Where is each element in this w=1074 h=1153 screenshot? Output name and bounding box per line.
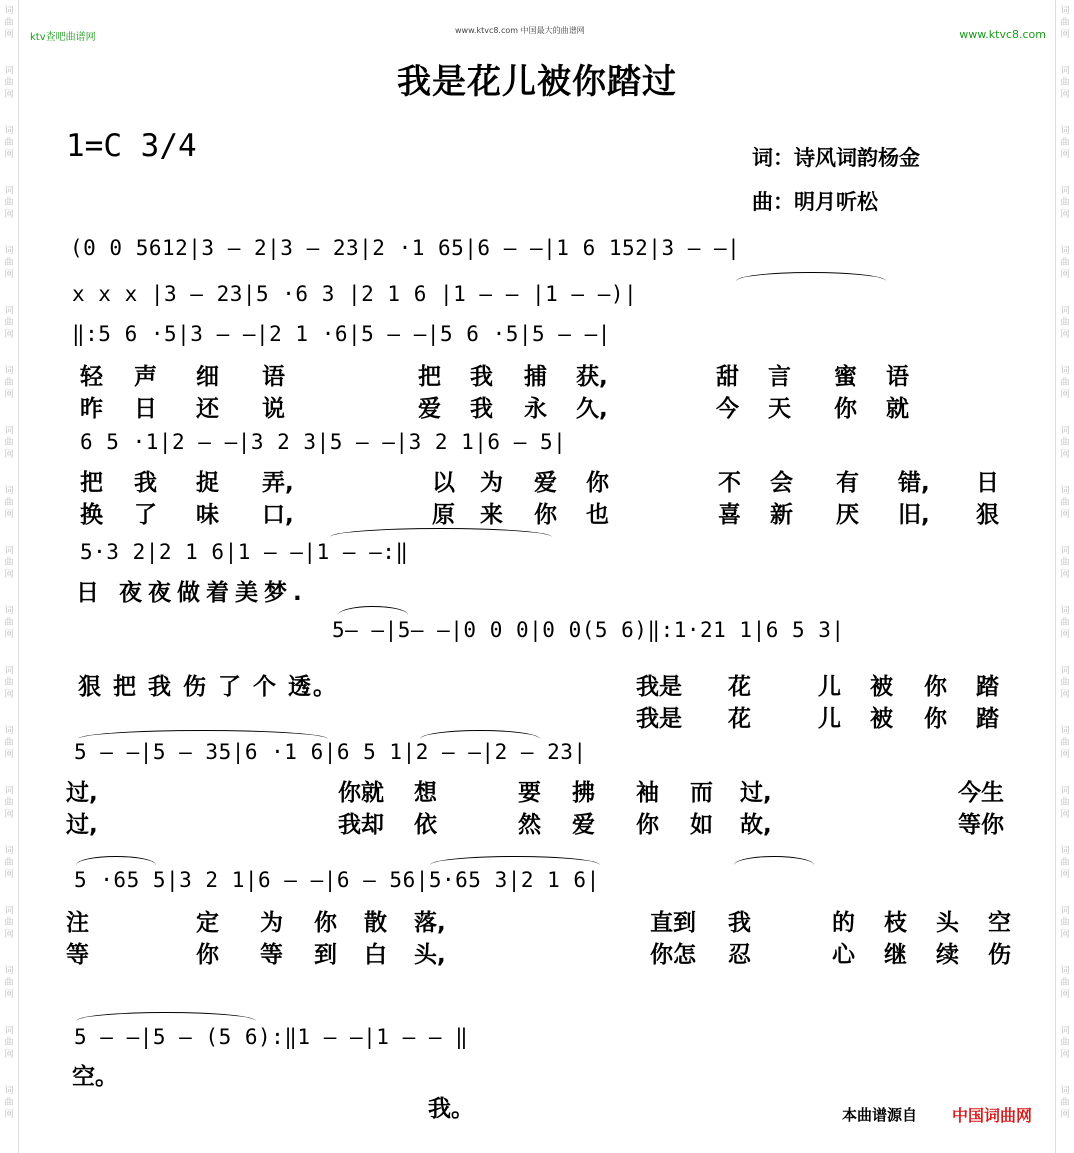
lyric-syllable: 细 [196, 364, 219, 390]
watermark-glyph: 词 [1060, 666, 1070, 676]
watermark-glyph: 词 [1060, 606, 1070, 616]
watermark-glyph: 曲 [1060, 1098, 1070, 1108]
watermark-glyph: 曲 [1060, 558, 1070, 568]
slur-arc [736, 272, 886, 281]
watermark-glyph: 网 [4, 1110, 14, 1120]
watermark-glyph: 网 [4, 690, 14, 700]
lyric-syllable: 错, [898, 470, 930, 496]
lyric-syllable: 你 [636, 812, 659, 838]
watermark-glyph: 曲 [1060, 318, 1070, 328]
watermark-glyph: 词 [4, 666, 14, 676]
watermark-glyph: 词 [1060, 786, 1070, 796]
lyric-syllable: 爱 [572, 812, 595, 838]
watermark-glyph: 曲 [1060, 798, 1070, 808]
footer-source-label: 本曲谱源自 [842, 1106, 918, 1124]
header-site-name: ktv查吧曲谱网 [30, 32, 96, 43]
lyric-syllable: 了 [134, 502, 157, 528]
lyric-syllable: 花 [728, 674, 751, 700]
lyric-row-3: 日 夜夜做着美梦. [76, 580, 308, 606]
watermark-glyph: 词 [4, 966, 14, 976]
watermark-glyph: 词 [1060, 306, 1070, 316]
watermark-glyph: 曲 [4, 738, 14, 748]
lyric-syllable: 今生 [958, 780, 1004, 806]
lyric-syllable: 弄, [262, 470, 294, 496]
watermark-glyph: 词 [4, 786, 14, 796]
watermark-glyph: 网 [1060, 870, 1070, 880]
lyric-syllable: 你怎 [650, 942, 696, 968]
composer-credit: 曲：明月听松 [752, 190, 878, 214]
watermark-glyph: 网 [1060, 1050, 1070, 1060]
watermark-glyph: 曲 [1060, 1038, 1070, 1048]
watermark-glyph: 词 [4, 6, 14, 16]
lyric-syllable: 你 [534, 502, 557, 528]
watermark-glyph: 曲 [1060, 378, 1070, 388]
watermark-glyph: 曲 [1060, 78, 1070, 88]
watermark-glyph: 网 [1060, 630, 1070, 640]
watermark-glyph: 网 [4, 30, 14, 40]
watermark-glyph: 网 [4, 810, 14, 820]
watermark-glyph: 词 [4, 66, 14, 76]
watermark-glyph: 网 [1060, 90, 1070, 100]
watermark-glyph: 网 [1060, 810, 1070, 820]
notation-line-5: 5·3 2|2 1 6|1 – –|1 – –:‖ [80, 540, 409, 564]
watermark-glyph: 词 [4, 306, 14, 316]
watermark-glyph: 曲 [1060, 258, 1070, 268]
watermark-glyph: 曲 [4, 318, 14, 328]
lyric-syllable: 我却 [338, 812, 384, 838]
lyric-syllable: 过, [66, 812, 98, 838]
lyric-syllable: 头 [936, 910, 959, 936]
lyric-syllable: 拂 [572, 780, 595, 806]
lyric-syllable: 久, [576, 396, 608, 422]
watermark-glyph: 曲 [1060, 738, 1070, 748]
lyric-syllable: 语 [886, 364, 909, 390]
lyric-syllable: 言 [768, 364, 791, 390]
watermark-glyph: 词 [1060, 486, 1070, 496]
notation-line-7: 5 – –|5 – 35|6 ·1 6|6 5 1|2 – –|2 – 23| [74, 740, 587, 764]
lyric-syllable: 还 [196, 396, 219, 422]
lyric-syllable: 落, [414, 910, 446, 936]
watermark-glyph: 词 [1060, 6, 1070, 16]
watermark-glyph: 曲 [4, 438, 14, 448]
lyric-syllable: 日 [976, 470, 999, 496]
lyric-syllable: 旧, [898, 502, 930, 528]
song-title: 我是花儿被你踏过 [397, 62, 677, 102]
slur-arc [338, 606, 408, 615]
lyric-syllable: 头, [414, 942, 446, 968]
lyric-syllable: 日 [134, 396, 157, 422]
lyric-syllable: 袖 [636, 780, 659, 806]
lyric-syllable: 天 [768, 396, 791, 422]
lyric-syllable: 我 [470, 364, 493, 390]
slur-arc [76, 1012, 256, 1021]
watermark-glyph: 网 [1060, 450, 1070, 460]
lyric-syllable: 儿 [818, 674, 841, 700]
lyric-syllable: 注 [66, 910, 89, 936]
lyric-syllable: 直到 [650, 910, 696, 936]
watermark-glyph: 网 [4, 750, 14, 760]
lyric-syllable: 原 [432, 502, 455, 528]
watermark-glyph: 网 [1060, 570, 1070, 580]
watermark-glyph: 曲 [4, 798, 14, 808]
lyric-syllable: 狠 [976, 502, 999, 528]
watermark-glyph: 词 [4, 1026, 14, 1036]
lyric-syllable: 你 [924, 674, 947, 700]
watermark-glyph: 词 [4, 846, 14, 856]
lyric-syllable: 你 [834, 396, 857, 422]
watermark-glyph: 词 [4, 606, 14, 616]
watermark-glyph: 曲 [4, 78, 14, 88]
watermark-glyph: 网 [4, 510, 14, 520]
lyric-syllable: 语 [262, 364, 285, 390]
lyric-syllable: 然 [518, 812, 541, 838]
watermark-glyph: 网 [1060, 270, 1070, 280]
lyric-syllable: 忍 [728, 942, 751, 968]
lyric-syllable: 你 [586, 470, 609, 496]
watermark-glyph: 词 [4, 906, 14, 916]
watermark-glyph: 词 [4, 126, 14, 136]
watermark-glyph: 网 [1060, 750, 1070, 760]
lyric-syllable: 爱 [418, 396, 441, 422]
left-watermark-strip [0, 0, 19, 1153]
watermark-glyph: 网 [1060, 30, 1070, 40]
lyric-syllable: 等 [260, 942, 283, 968]
notation-line-8: 5 ·65 5|3 2 1|6 – –|6 – 56|5·65 3|2 1 6| [74, 868, 600, 892]
lyric-syllable: 为 [480, 470, 503, 496]
watermark-glyph: 曲 [4, 978, 14, 988]
lyric-syllable: 你 [196, 942, 219, 968]
watermark-glyph: 词 [4, 426, 14, 436]
watermark-glyph: 网 [4, 450, 14, 460]
lyric-syllable: 你 [924, 706, 947, 732]
lyric-syllable: 散 [364, 910, 387, 936]
watermark-glyph: 词 [4, 1086, 14, 1096]
lyric-syllable: 喜 [718, 502, 741, 528]
watermark-glyph: 曲 [1060, 138, 1070, 148]
lyric-syllable: 到 [314, 942, 337, 968]
watermark-glyph: 网 [1060, 150, 1070, 160]
lyric-syllable: 我 [134, 470, 157, 496]
watermark-glyph: 词 [1060, 246, 1070, 256]
watermark-glyph: 网 [1060, 690, 1070, 700]
watermark-glyph: 词 [1060, 126, 1070, 136]
watermark-glyph: 曲 [4, 678, 14, 688]
watermark-glyph: 网 [1060, 1110, 1070, 1120]
watermark-glyph: 网 [4, 330, 14, 340]
lyric-syllable: 厌 [836, 502, 859, 528]
header-url: www.ktvc8.com [959, 28, 1046, 41]
lyric-syllable: 过, [740, 780, 772, 806]
slur-arc [330, 528, 552, 537]
lyric-syllable: 你 [314, 910, 337, 936]
watermark-glyph: 词 [1060, 1026, 1070, 1036]
watermark-glyph: 网 [4, 390, 14, 400]
lyric-syllable: 轻 [80, 364, 103, 390]
lyric-syllable: 甜 [716, 364, 739, 390]
watermark-glyph: 网 [4, 1050, 14, 1060]
lyric-syllable: 说 [262, 396, 285, 422]
slur-arc [430, 856, 600, 865]
watermark-glyph: 曲 [4, 918, 14, 928]
notation-line-3: ‖:5 6 ·5|3 – –|2 1 ·6|5 – –|5 6 ·5|5 – –| [72, 322, 611, 346]
lyric-syllable: 永 [524, 396, 547, 422]
lyric-syllable: 我是 [636, 706, 682, 732]
notation-line-6: 5– –|5– –|0 0 0|0 0(5 6)‖:1·21 1|6 5 3| [332, 618, 845, 642]
lyric-syllable: 有 [836, 470, 859, 496]
slur-arc [76, 856, 156, 865]
watermark-glyph: 词 [4, 246, 14, 256]
lyric-syllable: 枝 [884, 910, 907, 936]
watermark-glyph: 网 [1060, 930, 1070, 940]
notation-line-1: (0 0 5612|3 – 2|3 – 23|2 ·1 65|6 – –|1 6 152|3 – –| [70, 236, 741, 260]
watermark-glyph: 网 [1060, 390, 1070, 400]
watermark-glyph: 曲 [4, 858, 14, 868]
lyric-row-8: 我。 [428, 1096, 474, 1122]
lyric-syllable: 蜜 [834, 364, 857, 390]
lyric-syllable: 捉 [196, 470, 219, 496]
lyricist-credit: 词：诗风词韵杨金 [752, 146, 920, 170]
watermark-glyph: 词 [1060, 366, 1070, 376]
watermark-glyph: 词 [1060, 186, 1070, 196]
watermark-glyph: 网 [4, 270, 14, 280]
lyric-syllable: 为 [260, 910, 283, 936]
lyric-syllable: 来 [480, 502, 503, 528]
watermark-glyph: 词 [4, 546, 14, 556]
lyric-syllable: 我是 [636, 674, 682, 700]
watermark-glyph: 曲 [1060, 198, 1070, 208]
lyric-syllable: 今 [716, 396, 739, 422]
watermark-glyph: 词 [1060, 1086, 1070, 1096]
lyric-syllable: 新 [770, 502, 793, 528]
watermark-glyph: 网 [4, 210, 14, 220]
slur-arc [734, 856, 814, 865]
watermark-glyph: 网 [1060, 990, 1070, 1000]
footer-site-link[interactable]: 中国词曲网 [952, 1106, 1033, 1125]
watermark-glyph: 曲 [1060, 678, 1070, 688]
lyric-syllable: 捕 [524, 364, 547, 390]
lyric-syllable: 也 [586, 502, 609, 528]
lyric-syllable: 儿 [818, 706, 841, 732]
watermark-glyph: 网 [4, 630, 14, 640]
watermark-glyph: 词 [4, 726, 14, 736]
lyric-syllable: 不 [718, 470, 741, 496]
lyric-syllable: 花 [728, 706, 751, 732]
lyric-syllable: 要 [518, 780, 541, 806]
slur-arc [420, 730, 540, 739]
slur-arc [78, 730, 328, 739]
watermark-glyph: 词 [1060, 426, 1070, 436]
lyric-syllable: 续 [936, 942, 959, 968]
watermark-glyph: 词 [1060, 546, 1070, 556]
watermark-glyph: 词 [1060, 726, 1070, 736]
watermark-glyph: 网 [1060, 330, 1070, 340]
lyric-syllable: 昨 [80, 396, 103, 422]
watermark-glyph: 词 [4, 486, 14, 496]
notation-line-9: 5 – –|5 – (5 6):‖1 – –|1 – – ‖ [74, 1025, 469, 1049]
watermark-glyph: 曲 [4, 498, 14, 508]
right-watermark-strip [1055, 0, 1074, 1153]
lyric-syllable: 定 [196, 910, 219, 936]
watermark-glyph: 曲 [1060, 18, 1070, 28]
watermark-glyph: 曲 [1060, 618, 1070, 628]
lyric-syllable: 想 [414, 780, 437, 806]
notation-line-4: 6 5 ·1|2 – –|3 2 3|5 – –|3 2 1|6 – 5| [80, 430, 567, 454]
watermark-glyph: 网 [4, 930, 14, 940]
watermark-glyph: 词 [1060, 906, 1070, 916]
lyric-syllable: 踏 [976, 706, 999, 732]
lyric-syllable: 获, [576, 364, 608, 390]
watermark-glyph: 曲 [4, 1098, 14, 1108]
lyric-syllable: 伤 [988, 942, 1011, 968]
watermark-glyph: 曲 [4, 618, 14, 628]
watermark-glyph: 网 [4, 870, 14, 880]
lyric-syllable: 而 [690, 780, 713, 806]
watermark-glyph: 曲 [4, 378, 14, 388]
watermark-glyph: 曲 [4, 198, 14, 208]
lyric-syllable: 故, [740, 812, 772, 838]
lyric-syllable: 味 [196, 502, 219, 528]
lyric-syllable: 如 [690, 812, 713, 838]
watermark-glyph: 网 [1060, 510, 1070, 520]
watermark-glyph: 曲 [1060, 978, 1070, 988]
lyric-syllable: 我 [728, 910, 751, 936]
watermark-glyph: 词 [1060, 66, 1070, 76]
watermark-glyph: 曲 [1060, 498, 1070, 508]
watermark-glyph: 曲 [1060, 918, 1070, 928]
watermark-glyph: 词 [1060, 966, 1070, 976]
watermark-glyph: 网 [1060, 210, 1070, 220]
lyric-syllable: 你就 [338, 780, 384, 806]
notation-line-2: x x x |3 – 23|5 ·6 3 |2 1 6 |1 – – |1 – –)| [72, 282, 638, 306]
lyric-syllable: 的 [832, 910, 855, 936]
lyric-row-4: 狠 把 我 伤 了 个 透。 [78, 674, 339, 700]
lyric-syllable: 我 [470, 396, 493, 422]
lyric-syllable: 白 [364, 942, 387, 968]
lyric-syllable: 继 [884, 942, 907, 968]
lyric-syllable: 爱 [534, 470, 557, 496]
watermark-glyph: 曲 [4, 1038, 14, 1048]
lyric-syllable: 会 [770, 470, 793, 496]
lyric-syllable: 被 [870, 706, 893, 732]
lyric-syllable: 踏 [976, 674, 999, 700]
watermark-glyph: 曲 [4, 18, 14, 28]
lyric-syllable: 换 [80, 502, 103, 528]
lyric-syllable: 以 [432, 470, 455, 496]
lyric-syllable: 依 [414, 812, 437, 838]
lyric-syllable: 等 [66, 942, 89, 968]
lyric-syllable: 声 [134, 364, 157, 390]
lyric-syllable: 过, [66, 780, 98, 806]
lyric-syllable: 就 [886, 396, 909, 422]
lyric-syllable: 心 [832, 942, 855, 968]
watermark-glyph: 网 [4, 990, 14, 1000]
watermark-glyph: 曲 [1060, 438, 1070, 448]
watermark-glyph: 曲 [4, 138, 14, 148]
key-signature: 1=C 3/4 [66, 128, 197, 164]
lyric-syllable: 把 [80, 470, 103, 496]
lyric-row-7: 空。 [72, 1064, 118, 1090]
watermark-glyph: 词 [4, 186, 14, 196]
lyric-syllable: 口, [262, 502, 294, 528]
watermark-glyph: 曲 [4, 558, 14, 568]
lyric-syllable: 等你 [958, 812, 1004, 838]
watermark-glyph: 网 [4, 150, 14, 160]
lyric-syllable: 把 [418, 364, 441, 390]
watermark-glyph: 曲 [4, 258, 14, 268]
watermark-glyph: 词 [4, 366, 14, 376]
watermark-glyph: 网 [4, 570, 14, 580]
watermark-glyph: 曲 [1060, 858, 1070, 868]
header-center-text: www.ktvc8.com 中国最大的曲谱网 [455, 26, 585, 35]
lyric-syllable: 空 [988, 910, 1011, 936]
watermark-glyph: 网 [4, 90, 14, 100]
watermark-glyph: 词 [1060, 846, 1070, 856]
lyric-syllable: 被 [870, 674, 893, 700]
